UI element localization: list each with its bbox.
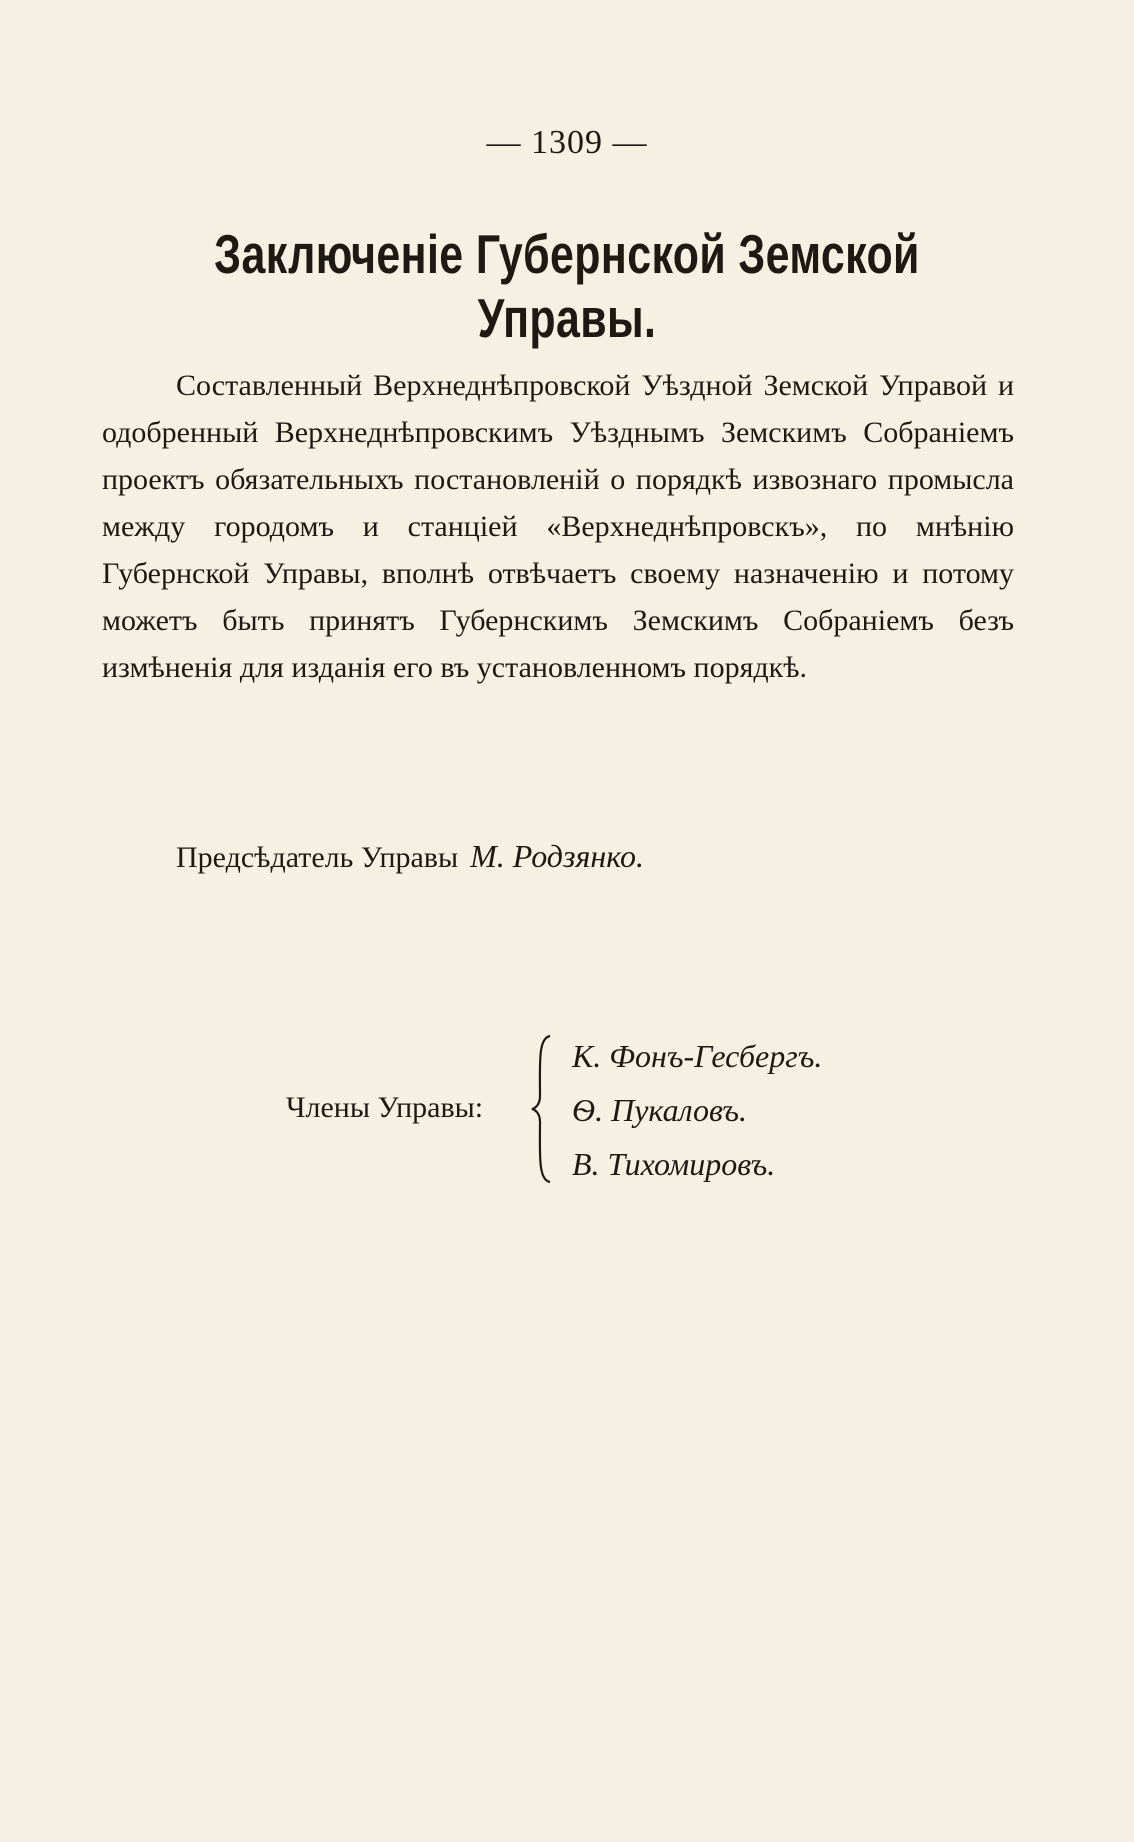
page-title: Заключеніе Губернской Земской Управы. [214, 223, 920, 349]
page-number: — 1309 — [486, 124, 648, 161]
chairman-name: М. Родзянко. [470, 838, 644, 874]
member-name: К. Фонъ-Гесбергъ. [572, 1038, 823, 1074]
body-paragraph: Составленный Верхнеднѣпровской Уѣздной Земской Управой и одобренный Верхнеднѣпровскимъ Уѣзднымъ Земскимъ Собраніемъ проектъ обязательныхъ постановленій о порядкѣ извознаго промысла между городомъ и станціей «Верхнеднѣпровскъ», по мнѣнію Губернской Управы, вполнѣ отвѣчаетъ своему назначенію и потому можетъ быть принятъ Губернскимъ Земскимъ Собраніемъ безъ измѣненія для изданія его въ установленномъ порядкѣ. [102, 369, 1014, 684]
members-list [572, 1029, 822, 1191]
member-name: В. Тихомировъ. [572, 1146, 776, 1182]
member-name: Ѳ. Пукаловъ. [572, 1092, 748, 1128]
chairman-signature [176, 838, 644, 875]
chairman-label: Предсѣдатель Управы [176, 841, 459, 874]
members-label: Члены Управы: [286, 1091, 484, 1124]
curly-brace-icon [530, 1034, 554, 1184]
